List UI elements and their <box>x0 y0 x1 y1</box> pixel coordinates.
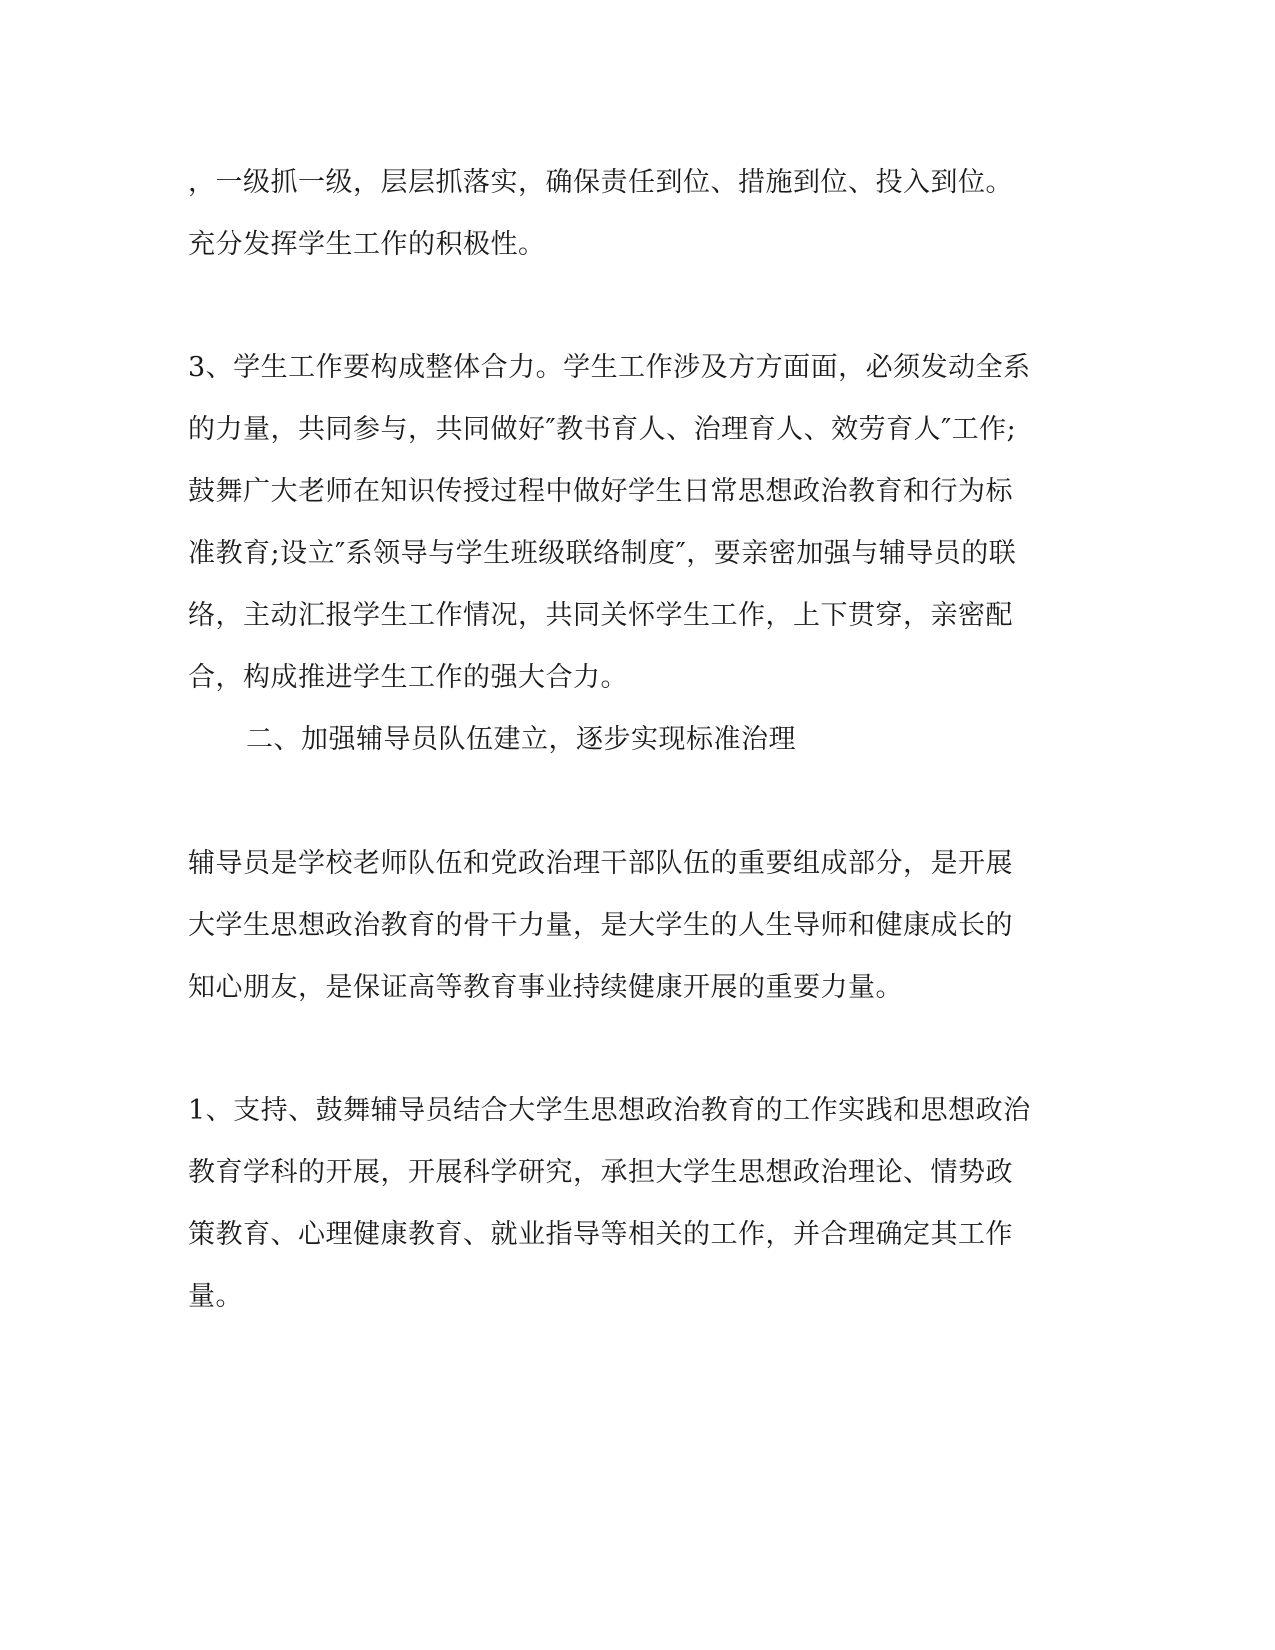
paragraph-4-line-4: 量。 <box>188 1281 243 1312</box>
paragraph-3-line-1: 辅导员是学校老师队伍和党政治理干部队伍的重要组成部分，是开展 <box>188 848 1013 879</box>
paragraph-2-line-1: 3、学生工作要构成整体合力。学生工作涉及方方面面，必须发动全系 <box>188 352 1031 383</box>
paragraph-3-line-2: 大学生思想政治教育的骨干力量，是大学生的人生导师和健康成长的 <box>188 910 1013 941</box>
paragraph-4-line-3: 策教育、心理健康教育、就业指导等相关的工作，并合理确定其工作 <box>188 1219 1013 1250</box>
paragraph-2-line-3: 鼓舞广大老师在知识传授过程中做好学生日常思想政治教育和行为标 <box>188 476 1013 507</box>
paragraph-3-line-3: 知心朋友，是保证高等教育事业持续健康开展的重要力量。 <box>188 972 903 1003</box>
paragraph-4-line-1: 1、支持、鼓舞辅导员结合大学生思想政治教育的工作实践和思想政治 <box>188 1095 1031 1126</box>
paragraph-1-line-2: 充分发挥学生工作的积极性。 <box>188 229 546 260</box>
paragraph-2-line-6: 合，构成推进学生工作的强大合力。 <box>188 662 628 693</box>
paragraph-1-line-1: ，一级抓一级，层层抓落实，确保责任到位、措施到位、投入到位。 <box>188 167 1013 198</box>
paragraph-2-line-2: 的力量，共同参与，共同做好″教书育人、治理育人、效劳育人″工作; <box>188 414 1017 445</box>
paragraph-2-line-5: 络，主动汇报学生工作情况，共同关怀学生工作，上下贯穿，亲密配 <box>188 600 1013 631</box>
paragraph-2-line-4: 准教育;设立″系领导与学生班级联络制度″，要亲密加强与辅导员的联 <box>188 538 1017 569</box>
section-heading: 二、加强辅导员队伍建立，逐步实现标准治理 <box>246 724 796 755</box>
paragraph-4-line-2: 教育学科的开展，开展科学研究，承担大学生思想政治理论、情势政 <box>188 1157 1013 1188</box>
